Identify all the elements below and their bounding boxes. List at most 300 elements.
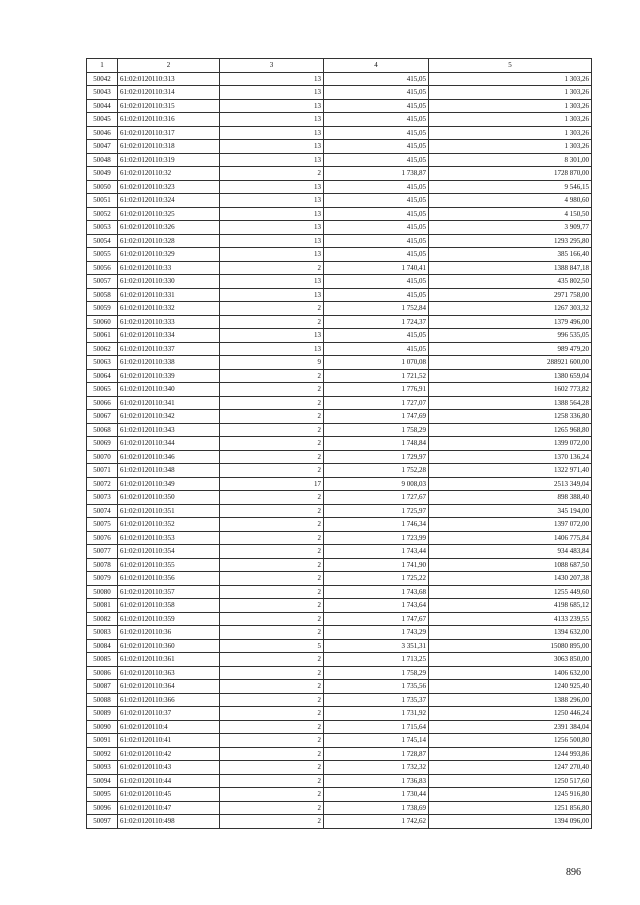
table-cell: 50095 — [87, 788, 118, 802]
table-cell: 50080 — [87, 585, 118, 599]
table-cell: 1 303,26 — [429, 126, 592, 140]
table-cell: 1 747,69 — [324, 410, 429, 424]
table-row — [87, 734, 592, 748]
table-cell: 50083 — [87, 626, 118, 640]
table-cell: 2 — [220, 396, 324, 410]
table-row — [87, 693, 592, 707]
table-row — [87, 464, 592, 478]
table-cell: 61:02:0120110:32 — [118, 167, 220, 181]
table-cell: 13 — [220, 288, 324, 302]
table-cell: 2 — [220, 680, 324, 694]
table-cell: 1 776,91 — [324, 383, 429, 397]
table-cell: 50078 — [87, 558, 118, 572]
table-cell: 8 301,00 — [429, 153, 592, 167]
table-cell: 2 — [220, 410, 324, 424]
table-cell: 50093 — [87, 761, 118, 775]
table-cell: 50049 — [87, 167, 118, 181]
table-cell: 50063 — [87, 356, 118, 370]
table-cell: 61:02:0120110:43 — [118, 761, 220, 775]
table-cell: 1399 072,00 — [429, 437, 592, 451]
table-cell: 50046 — [87, 126, 118, 140]
table-cell: 13 — [220, 234, 324, 248]
table-cell: 1245 916,80 — [429, 788, 592, 802]
table-cell: 3 351,31 — [324, 639, 429, 653]
table-cell: 415,05 — [324, 288, 429, 302]
table-cell: 61:02:0120110:45 — [118, 788, 220, 802]
table-cell: 50089 — [87, 707, 118, 721]
table-row — [87, 275, 592, 289]
table-cell: 50043 — [87, 86, 118, 100]
table-row — [87, 86, 592, 100]
table-cell: 415,05 — [324, 221, 429, 235]
table-cell: 1 746,34 — [324, 518, 429, 532]
table-row — [87, 788, 592, 802]
table-cell: 50067 — [87, 410, 118, 424]
table-cell: 1 725,97 — [324, 504, 429, 518]
table-cell: 1 303,26 — [429, 140, 592, 154]
table-row — [87, 369, 592, 383]
table-cell: 345 194,00 — [429, 504, 592, 518]
table-cell: 1 713,25 — [324, 653, 429, 667]
table-cell: 13 — [220, 275, 324, 289]
table-cell: 1256 500,80 — [429, 734, 592, 748]
table-cell: 61:02:0120110:351 — [118, 504, 220, 518]
table-row — [87, 491, 592, 505]
table-cell: 415,05 — [324, 99, 429, 113]
table-row — [87, 126, 592, 140]
table-row — [87, 234, 592, 248]
table-cell: 2 — [220, 558, 324, 572]
table-cell: 50091 — [87, 734, 118, 748]
table-cell: 61:02:0120110:353 — [118, 531, 220, 545]
table-cell: 50096 — [87, 801, 118, 815]
table-cell: 1 303,26 — [429, 72, 592, 86]
table-cell: 50075 — [87, 518, 118, 532]
table-cell: 2391 384,04 — [429, 720, 592, 734]
table-row — [87, 585, 592, 599]
table-cell: 50066 — [87, 396, 118, 410]
table-cell: 50077 — [87, 545, 118, 559]
table-cell: 61:02:0120110:363 — [118, 666, 220, 680]
table-cell: 50070 — [87, 450, 118, 464]
table-cell: 415,05 — [324, 207, 429, 221]
table-cell: 415,05 — [324, 194, 429, 208]
table-cell: 61:02:0120110:355 — [118, 558, 220, 572]
table-row — [87, 302, 592, 316]
table-cell: 2 — [220, 761, 324, 775]
table-cell: 50053 — [87, 221, 118, 235]
table-cell: 4 980,60 — [429, 194, 592, 208]
table-cell: 61:02:0120110:366 — [118, 693, 220, 707]
table-row — [87, 99, 592, 113]
table-cell: 61:02:0120110:323 — [118, 180, 220, 194]
table-cell: 50061 — [87, 329, 118, 343]
table-cell: 2 — [220, 720, 324, 734]
table-cell: 61:02:0120110:41 — [118, 734, 220, 748]
table-cell: 2 — [220, 734, 324, 748]
table-cell: 50094 — [87, 774, 118, 788]
table-cell: 1 735,56 — [324, 680, 429, 694]
table-cell: 61:02:0120110:4 — [118, 720, 220, 734]
table-cell: 1293 295,80 — [429, 234, 592, 248]
table-cell: 61:02:0120110:340 — [118, 383, 220, 397]
table-cell: 50045 — [87, 113, 118, 127]
table-cell: 1 723,99 — [324, 531, 429, 545]
table-cell: 2 — [220, 464, 324, 478]
column-header: 4 — [324, 59, 429, 73]
table-header-row — [87, 59, 592, 73]
table-cell: 1 741,90 — [324, 558, 429, 572]
table-cell: 9 — [220, 356, 324, 370]
table-cell: 2 — [220, 774, 324, 788]
table-cell: 61:02:0120110:324 — [118, 194, 220, 208]
table-cell: 2 — [220, 801, 324, 815]
table-cell: 1250 446,24 — [429, 707, 592, 721]
table-cell: 1244 993,86 — [429, 747, 592, 761]
table-cell: 415,05 — [324, 113, 429, 127]
table-cell: 1388 847,18 — [429, 261, 592, 275]
table-cell: 61:02:0120110:315 — [118, 99, 220, 113]
table-cell: 1406 632,00 — [429, 666, 592, 680]
table-cell: 61:02:0120110:318 — [118, 140, 220, 154]
table-cell: 1 743,29 — [324, 626, 429, 640]
table-cell: 435 802,50 — [429, 275, 592, 289]
table-row — [87, 113, 592, 127]
table-row — [87, 261, 592, 275]
table-cell: 13 — [220, 221, 324, 235]
table-cell: 2 — [220, 423, 324, 437]
table-cell: 4 150,50 — [429, 207, 592, 221]
table-cell: 50088 — [87, 693, 118, 707]
table-cell: 415,05 — [324, 180, 429, 194]
table-row — [87, 410, 592, 424]
table-cell: 1380 659,04 — [429, 369, 592, 383]
table-cell: 415,05 — [324, 248, 429, 262]
table-row — [87, 450, 592, 464]
table-cell: 50050 — [87, 180, 118, 194]
table-cell: 13 — [220, 329, 324, 343]
table-cell: 1 732,32 — [324, 761, 429, 775]
table-cell: 415,05 — [324, 126, 429, 140]
table-row — [87, 504, 592, 518]
table-cell: 13 — [220, 86, 324, 100]
table-cell: 13 — [220, 126, 324, 140]
table-cell: 50068 — [87, 423, 118, 437]
table-cell: 50059 — [87, 302, 118, 316]
table-cell: 1 070,08 — [324, 356, 429, 370]
table-cell: 13 — [220, 248, 324, 262]
table-cell: 415,05 — [324, 72, 429, 86]
table-cell: 61:02:0120110:326 — [118, 221, 220, 235]
table-cell: 2 — [220, 261, 324, 275]
table-row — [87, 707, 592, 721]
table-cell: 3063 850,00 — [429, 653, 592, 667]
table-cell: 61:02:0120110:329 — [118, 248, 220, 262]
table-cell: 415,05 — [324, 153, 429, 167]
table-cell: 1 743,44 — [324, 545, 429, 559]
table-cell: 1255 449,60 — [429, 585, 592, 599]
table-cell: 61:02:0120110:330 — [118, 275, 220, 289]
table-cell: 898 388,40 — [429, 491, 592, 505]
table-cell: 1 747,67 — [324, 612, 429, 626]
table-row — [87, 423, 592, 437]
table-cell: 17 — [220, 477, 324, 491]
table-cell: 2 — [220, 612, 324, 626]
table-cell: 1 727,07 — [324, 396, 429, 410]
table-row — [87, 680, 592, 694]
table-cell: 61:02:0120110:319 — [118, 153, 220, 167]
table-cell: 13 — [220, 72, 324, 86]
table-row — [87, 653, 592, 667]
table-row — [87, 288, 592, 302]
table-cell: 415,05 — [324, 329, 429, 343]
table-cell: 61:02:0120110:352 — [118, 518, 220, 532]
table-cell: 50090 — [87, 720, 118, 734]
table-cell: 50073 — [87, 491, 118, 505]
table-cell: 50084 — [87, 639, 118, 653]
table-cell: 1258 336,80 — [429, 410, 592, 424]
table-cell: 61:02:0120110:33 — [118, 261, 220, 275]
table-cell: 61:02:0120110:337 — [118, 342, 220, 356]
table-row — [87, 639, 592, 653]
table-cell: 415,05 — [324, 234, 429, 248]
column-header: 3 — [220, 59, 324, 73]
table-cell: 2 — [220, 531, 324, 545]
document-table — [86, 58, 592, 829]
table-cell: 1388 564,28 — [429, 396, 592, 410]
table-row — [87, 315, 592, 329]
table-row — [87, 329, 592, 343]
table-cell: 1 303,26 — [429, 86, 592, 100]
table-cell: 13 — [220, 180, 324, 194]
table-cell: 61:02:0120110:331 — [118, 288, 220, 302]
table-cell: 61:02:0120110:348 — [118, 464, 220, 478]
table-cell: 1397 072,00 — [429, 518, 592, 532]
table-row — [87, 153, 592, 167]
table-cell: 1 729,97 — [324, 450, 429, 464]
table-cell: 385 166,40 — [429, 248, 592, 262]
table-cell: 61:02:0120110:350 — [118, 491, 220, 505]
table-cell: 2513 349,04 — [429, 477, 592, 491]
table-row — [87, 545, 592, 559]
table-cell: 2 — [220, 369, 324, 383]
table-cell: 2 — [220, 167, 324, 181]
table-cell: 61:02:0120110:44 — [118, 774, 220, 788]
table-cell: 5 — [220, 639, 324, 653]
table-cell: 50074 — [87, 504, 118, 518]
table-cell: 996 535,05 — [429, 329, 592, 343]
table-cell: 2 — [220, 788, 324, 802]
table-row — [87, 342, 592, 356]
table-cell: 13 — [220, 342, 324, 356]
table-cell: 61:02:0120110:360 — [118, 639, 220, 653]
table-cell: 61:02:0120110:317 — [118, 126, 220, 140]
table-row — [87, 518, 592, 532]
table-cell: 61:02:0120110:36 — [118, 626, 220, 640]
table-cell: 61:02:0120110:325 — [118, 207, 220, 221]
table-cell: 1 743,64 — [324, 599, 429, 613]
table-body — [87, 72, 592, 828]
table-row — [87, 531, 592, 545]
table-cell: 1406 775,84 — [429, 531, 592, 545]
table-cell: 1 303,26 — [429, 99, 592, 113]
table-cell: 1 727,67 — [324, 491, 429, 505]
table-row — [87, 761, 592, 775]
table-cell: 1240 925,40 — [429, 680, 592, 694]
table-cell: 9 008,03 — [324, 477, 429, 491]
table-cell: 1 740,41 — [324, 261, 429, 275]
table-cell: 50085 — [87, 653, 118, 667]
table-cell: 1 743,68 — [324, 585, 429, 599]
table-cell: 1267 303,32 — [429, 302, 592, 316]
table-cell: 61:02:0120110:344 — [118, 437, 220, 451]
table-row — [87, 140, 592, 154]
table-cell: 2 — [220, 437, 324, 451]
table-cell: 4133 239,55 — [429, 612, 592, 626]
table-cell: 61:02:0120110:328 — [118, 234, 220, 248]
table-cell: 1430 207,38 — [429, 572, 592, 586]
table-cell: 2971 758,00 — [429, 288, 592, 302]
table-cell: 1 738,87 — [324, 167, 429, 181]
table-row — [87, 599, 592, 613]
table-cell: 61:02:0120110:339 — [118, 369, 220, 383]
table-cell: 50086 — [87, 666, 118, 680]
table-cell: 50044 — [87, 99, 118, 113]
table-cell: 2 — [220, 626, 324, 640]
table-cell: 61:02:0120110:333 — [118, 315, 220, 329]
table-row — [87, 666, 592, 680]
table-cell: 1 728,87 — [324, 747, 429, 761]
table-cell: 2 — [220, 707, 324, 721]
table-cell: 61:02:0120110:349 — [118, 477, 220, 491]
table-cell: 4198 685,12 — [429, 599, 592, 613]
table-row — [87, 612, 592, 626]
table-cell: 50058 — [87, 288, 118, 302]
table-cell: 13 — [220, 99, 324, 113]
table-cell: 50055 — [87, 248, 118, 262]
table-row — [87, 747, 592, 761]
table-cell: 2 — [220, 315, 324, 329]
table-cell: 61:02:0120110:498 — [118, 815, 220, 829]
table-cell: 50065 — [87, 383, 118, 397]
table-cell: 1088 687,50 — [429, 558, 592, 572]
table-cell: 50069 — [87, 437, 118, 451]
table-cell: 61:02:0120110:341 — [118, 396, 220, 410]
table-cell: 61:02:0120110:356 — [118, 572, 220, 586]
table-cell: 1 738,69 — [324, 801, 429, 815]
table-cell: 2 — [220, 491, 324, 505]
table-cell: 1 742,62 — [324, 815, 429, 829]
table-cell: 61:02:0120110:358 — [118, 599, 220, 613]
table-cell: 2 — [220, 302, 324, 316]
table-cell: 13 — [220, 194, 324, 208]
table-cell: 13 — [220, 113, 324, 127]
table-cell: 2 — [220, 747, 324, 761]
table-cell: 2 — [220, 450, 324, 464]
table-cell: 50057 — [87, 275, 118, 289]
table-cell: 61:02:0120110:314 — [118, 86, 220, 100]
table-cell: 50087 — [87, 680, 118, 694]
table-row — [87, 396, 592, 410]
table-cell: 50047 — [87, 140, 118, 154]
table-cell: 1370 136,24 — [429, 450, 592, 464]
table-cell: 2 — [220, 815, 324, 829]
table-cell: 934 483,84 — [429, 545, 592, 559]
table-cell: 1 748,84 — [324, 437, 429, 451]
table-cell: 415,05 — [324, 275, 429, 289]
table-cell: 1322 971,40 — [429, 464, 592, 478]
table-cell: 1 758,29 — [324, 423, 429, 437]
table-cell: 1265 968,80 — [429, 423, 592, 437]
table-row — [87, 167, 592, 181]
table-cell: 61:02:0120110:361 — [118, 653, 220, 667]
table-cell: 2 — [220, 545, 324, 559]
table-cell: 2 — [220, 693, 324, 707]
table-cell: 3 909,77 — [429, 221, 592, 235]
table-cell: 50048 — [87, 153, 118, 167]
table-cell: 1 752,28 — [324, 464, 429, 478]
table-cell: 50052 — [87, 207, 118, 221]
table-row — [87, 626, 592, 640]
table-cell: 50079 — [87, 572, 118, 586]
table-row — [87, 774, 592, 788]
table-row — [87, 248, 592, 262]
table-cell: 50054 — [87, 234, 118, 248]
table-cell: 2 — [220, 572, 324, 586]
table-row — [87, 572, 592, 586]
table-row — [87, 801, 592, 815]
table-cell: 50056 — [87, 261, 118, 275]
table-cell: 13 — [220, 140, 324, 154]
table-row — [87, 180, 592, 194]
table-cell: 2 — [220, 518, 324, 532]
table-cell: 50076 — [87, 531, 118, 545]
table-cell: 415,05 — [324, 140, 429, 154]
table-cell: 61:02:0120110:332 — [118, 302, 220, 316]
table-row — [87, 356, 592, 370]
table-row — [87, 221, 592, 235]
table-cell: 1 745,14 — [324, 734, 429, 748]
table-cell: 50064 — [87, 369, 118, 383]
table-cell: 61:02:0120110:313 — [118, 72, 220, 86]
table-cell: 1 724,37 — [324, 315, 429, 329]
table-cell: 61:02:0120110:359 — [118, 612, 220, 626]
table-row — [87, 383, 592, 397]
table-cell: 50072 — [87, 477, 118, 491]
table-cell: 1 725,22 — [324, 572, 429, 586]
table-cell: 1 752,84 — [324, 302, 429, 316]
table-cell: 50042 — [87, 72, 118, 86]
table-cell: 415,05 — [324, 86, 429, 100]
table-row — [87, 207, 592, 221]
table-cell: 2 — [220, 599, 324, 613]
table-cell: 50081 — [87, 599, 118, 613]
table-cell: 1602 773,82 — [429, 383, 592, 397]
table-cell: 989 479,20 — [429, 342, 592, 356]
table-cell: 50071 — [87, 464, 118, 478]
table-cell: 13 — [220, 153, 324, 167]
table-cell: 2 — [220, 585, 324, 599]
table-cell: 1247 270,40 — [429, 761, 592, 775]
table-cell: 61:02:0120110:346 — [118, 450, 220, 464]
table-cell: 2 — [220, 653, 324, 667]
table-cell: 61:02:0120110:354 — [118, 545, 220, 559]
table-cell: 1728 870,00 — [429, 167, 592, 181]
table-cell: 1394 096,00 — [429, 815, 592, 829]
table-cell: 1379 496,00 — [429, 315, 592, 329]
table-cell: 50062 — [87, 342, 118, 356]
table-cell: 61:02:0120110:42 — [118, 747, 220, 761]
